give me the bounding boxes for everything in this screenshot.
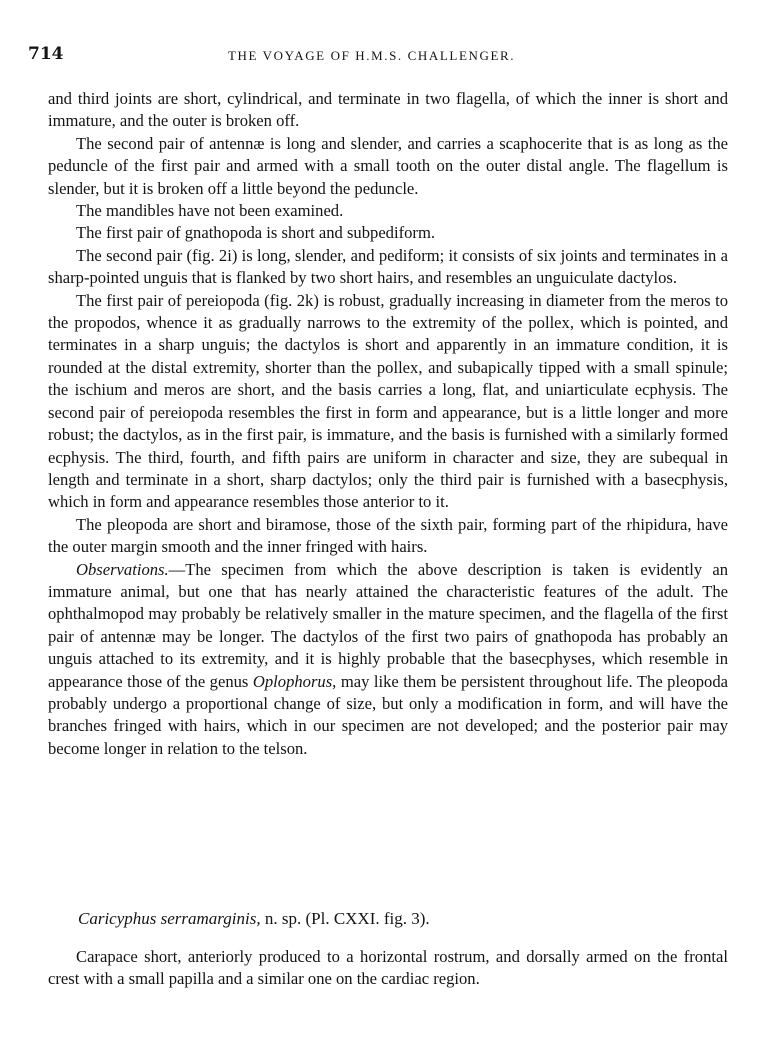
- running-title: THE VOYAGE OF H.M.S. CHALLENGER.: [228, 48, 516, 63]
- page-number: 714: [28, 44, 64, 64]
- paragraph-first-gnathopoda: The first pair of gnathopoda is short and subpediform.: [76, 223, 435, 243]
- page-header: [28, 44, 738, 74]
- species-section: [48, 908, 728, 1007]
- paragraph-pleopoda: The pleopoda are short and biramose, those of the sixth pair, forming part of the rhipidura, have the outer margin smooth and the inner fringed with hairs.: [48, 514, 728, 557]
- species-heading: [48, 908, 728, 930]
- genus-name: Oplophorus,: [252, 671, 337, 691]
- species-reference: n. sp. (Pl. CXXI. fig. 3).: [260, 909, 430, 928]
- paragraph-second-gnathopoda: The second pair (fig. 2i) is long, slender, and pediform; it consists of six joints and terminates in a sharp-pointed unguis that is flanked by two short hairs, and resembles an unguiculate dactylos.: [48, 245, 728, 288]
- observations-text-b: may like them be persistent throughout life. The pleopoda probably undergo a proportional change of size, but only a modification in form, and will have the branches fringed with hairs, which in our specimen are not developed; and the posterior pair may become longer in relation to the telson.: [48, 671, 728, 758]
- species-description: Carapace short, anteriorly produced to a horizontal rostrum, and dorsally armed on the frontal crest with a small papilla and a similar one on the cardiac region.: [48, 947, 728, 989]
- observations-label: Observations.: [76, 559, 169, 579]
- paragraph-second-antennae: The second pair of antennæ is long and slender, and carries a scaphocerite that is as long as the peduncle of the first pair and armed with a small tooth on the outer distal angle. The flagellum is slender, but it is broken off a little beyond the peduncle.: [48, 133, 728, 198]
- paragraph-observations: [48, 559, 728, 761]
- paragraph-mandibles: The mandibles have not been examined.: [76, 201, 344, 221]
- observations-text-a: —The specimen from which the above description is taken is evidently an immature animal, but one that has nearly attained the characteristic features of the adult. The ophthalmopod may probably be relatively smaller in the mature specimen, and the flagella of the first pair of antennæ may be longer. The dactylos of the first two pairs of gnathopoda has probably an unguis attached to its extremity, and it is highly probable that the basecphyses, which resemble in appearance those of the genus: [48, 559, 728, 691]
- paragraph-pereiopoda: The first pair of pereiopoda (fig. 2k) is robust, gradually increasing in diameter from the meros to the propodos, whence it as gradually narrows to the extremity of the pollex, which is pointed, and terminates in a sharp unguis; the dactylos is short and apparently in an immature condition, it is rounded at the distal extremity, shorter than the pollex, and subapically tipped with a small spinule; the ischium and meros are short, and the basis carries a long, flat, and uniarticulate ecphysis. The second pair of pereiopoda resembles the first in form and appearance, but is a little longer and more robust; the dactylos, as in the first pair, is immature, and the basis is furnished with a similarly formed ecphysis. The third, fourth, and fifth pairs are uniform in character and size, they are subequal in length and terminate in a short, sharp dactylos; only the third pair is furnished with a basecphysis, which in form and appearance resembles those anterior to it.: [48, 290, 728, 512]
- paragraph-antennule-continued: and third joints are short, cylindrical, and terminate in two flagella, of which the inner is short and immature, and the outer is broken off.: [48, 89, 728, 131]
- body-text: [48, 88, 728, 760]
- species-name: Caricyphus serramarginis,: [78, 909, 261, 928]
